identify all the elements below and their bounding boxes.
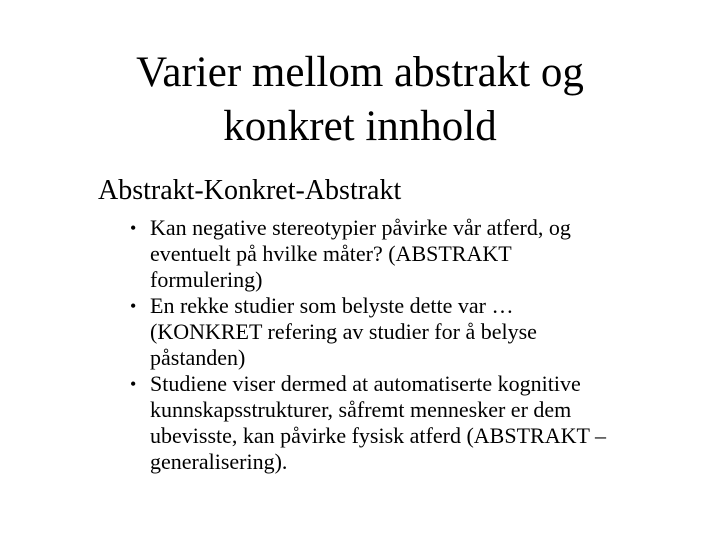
bullet-2-line-2: (KONKRET refering av studier for å belyse	[150, 319, 537, 344]
bullet-item-1	[128, 215, 673, 293]
bullet-icon: •	[130, 296, 137, 316]
bullet-item-2	[128, 293, 673, 371]
bullet-list	[128, 215, 673, 475]
bullet-item-3	[128, 371, 673, 475]
bullet-icon: •	[130, 374, 137, 394]
bullet-3-line-2: kunnskapsstrukturer, såfremt mennesker er dem	[150, 397, 572, 422]
bullet-2-line-3: påstanden)	[150, 345, 246, 370]
bullet-1-line-1: Kan negative stereotypier påvirke vår atferd, og	[150, 215, 571, 240]
slide-title	[60, 46, 660, 154]
bullet-2-line-1: En rekke studier som belyste dette var …	[150, 293, 514, 318]
bullet-1-line-2: eventuelt på hvilke måter? (ABSTRAKT	[150, 241, 512, 266]
slide-title-line-1: Varier mellom abstrakt og	[136, 49, 584, 96]
bullet-icon: •	[130, 218, 137, 238]
bullet-3-line-3: ubevisste, kan påvirke fysisk atferd (ABSTRAKT –	[150, 423, 607, 448]
bullet-3-line-4: generalisering).	[150, 449, 288, 474]
bullet-1-line-3: formulering)	[150, 267, 263, 292]
subheading: Abstrakt-Konkret-Abstrakt	[98, 175, 402, 206]
slide-title-line-2: konkret innhold	[223, 103, 497, 150]
bullet-3-line-1: Studiene viser dermed at automatiserte kognitive	[150, 371, 581, 396]
